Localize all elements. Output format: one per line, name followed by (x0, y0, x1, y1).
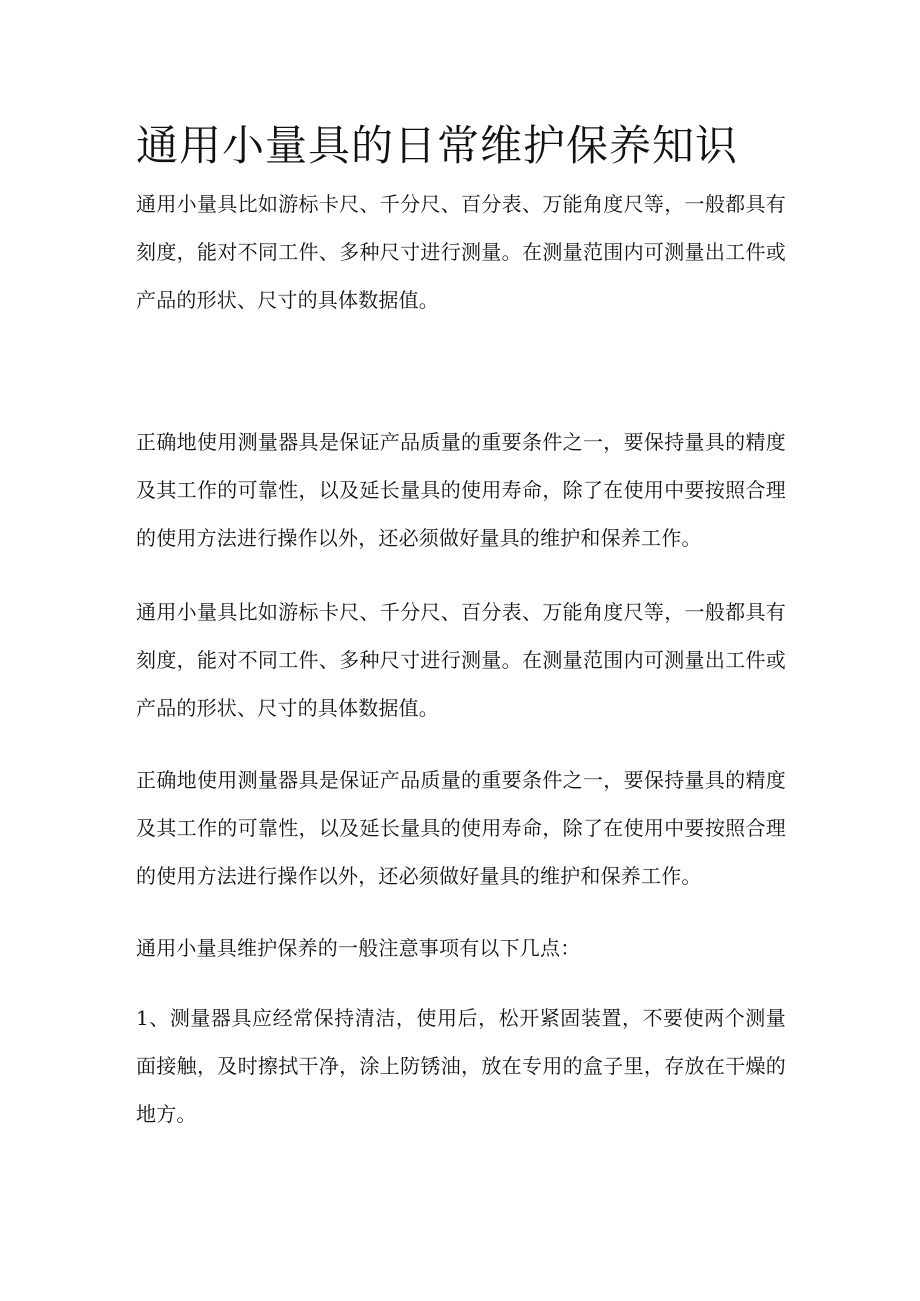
paragraph-intro-repeat: 通用小量具比如游标卡尺、千分尺、百分表、万能角度尺等，一般都具有刻度，能对不同工件、多种尺寸进行测量。在测量范围内可测量出工件或产品的形状、尺寸的具体数据值。 (136, 600, 786, 720)
paragraph-importance: 正确地使用测量器具是保证产品质量的重要条件之一，要保持量具的精度及其工作的可靠性，以及延长量具的使用寿命，除了在使用中要按照合理的使用方法进行操作以外，还必须做好量具的维护和保养工作。 (136, 430, 786, 550)
document-title: 通用小量具的日常维护保养知识 (136, 121, 739, 170)
paragraph-intro: 通用小量具比如游标卡尺、千分尺、百分表、万能角度尺等，一般都具有刻度，能对不同工件、多种尺寸进行测量。在测量范围内可测量出工件或产品的形状、尺寸的具体数据值。 (136, 192, 786, 312)
paragraph-notes-heading: 通用小量具维护保养的一般注意事项有以下几点： (136, 936, 581, 960)
paragraph-note-1: 1、测量器具应经常保持清洁，使用后，松开紧固装置，不要使两个测量面接触，及时擦拭干净，涂上防锈油，放在专用的盒子里，存放在干燥的地方。 (136, 1006, 786, 1126)
paragraph-importance-repeat: 正确地使用测量器具是保证产品质量的重要条件之一，要保持量具的精度及其工作的可靠性，以及延长量具的使用寿命，除了在使用中要按照合理的使用方法进行操作以外，还必须做好量具的维护和保养工作。 (136, 768, 786, 888)
